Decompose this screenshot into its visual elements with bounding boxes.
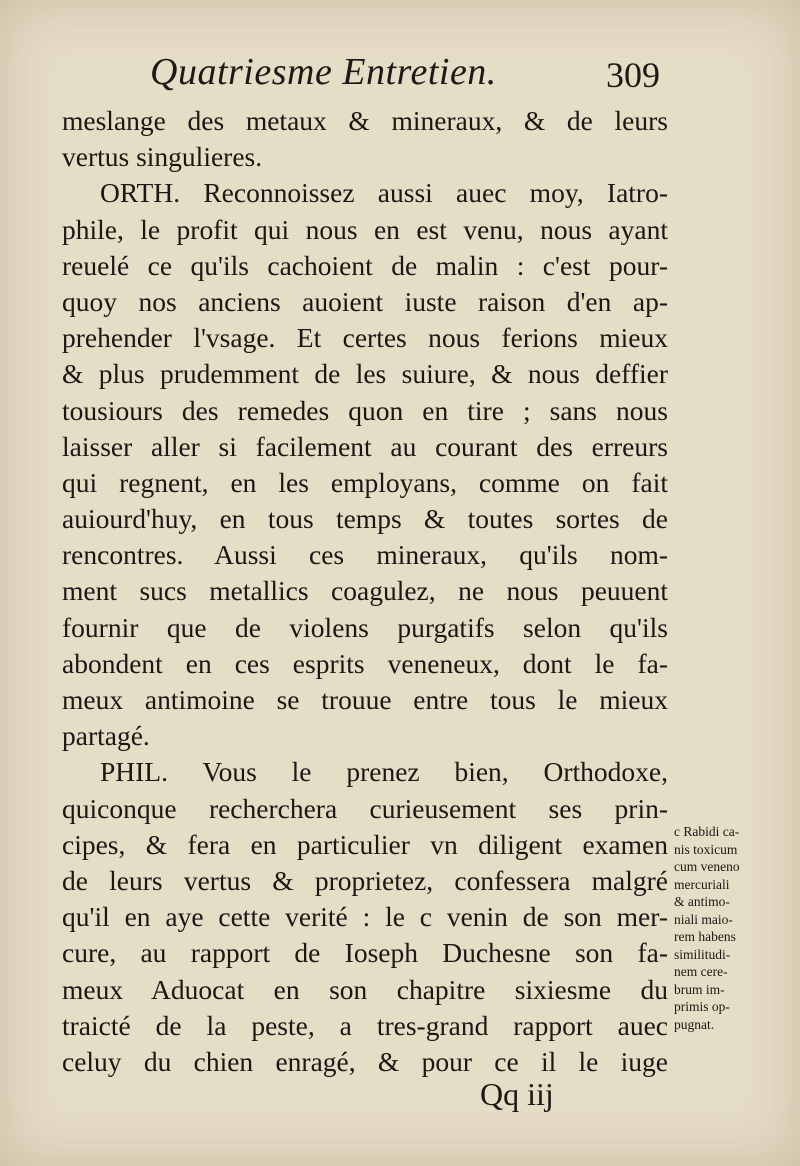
margin-note (674, 823, 790, 1033)
text-line: vertus singulieres. (62, 141, 263, 173)
running-title: Quatriesme Entretien. (150, 51, 497, 93)
margin-note-line: nem cere- (674, 964, 728, 979)
margin-note-line: similitudi- (674, 946, 731, 962)
margin-note-line: pugnat. (674, 1016, 715, 1032)
text-line: reuelé ce qu'ils cachoient de malin : c'est pour- (62, 249, 668, 281)
margin-note-line: cum veneno (674, 859, 740, 874)
text-line: de leurs vertus & proprietez, confessera malgré (62, 864, 668, 896)
text-line: & plus prudemment de les suiure, & nous deffier (62, 358, 668, 390)
text-line: PHIL. Vous le prenez bien, Orthodoxe, (100, 756, 668, 788)
text-line: laisser aller si facilement au courant des erreurs (62, 430, 668, 462)
text-line: fournir que de violens purgatifs selon qu'ils (62, 611, 668, 643)
text-line: celuy du chien enragé, & pour ce il le iuge (62, 1045, 668, 1077)
margin-note-line: & antimo- (674, 894, 730, 909)
margin-note-line: primis op- (674, 999, 730, 1014)
text-line: ORTH. Reconnoissez aussi auec moy, Iatro- (100, 177, 668, 209)
text-line: abondent en ces esprits veneneux, dont le fa- (62, 647, 668, 679)
text-line: ment sucs metallics coagulez, ne nous peuuent (62, 575, 668, 607)
text-line: traicté de la peste, a tres-grand rapport auec (62, 1009, 668, 1041)
text-line: auiourd'huy, en tous temps & toutes sortes de (62, 503, 668, 535)
text-line: cure, au rapport de Ioseph Duchesne son fa- (62, 937, 668, 969)
margin-note-line: rem habens (674, 929, 736, 944)
signature-mark: Qq iij (480, 1076, 554, 1112)
text-line: phile, le profit qui nous en est venu, nous ayant (62, 213, 668, 245)
body-text (62, 103, 668, 1080)
margin-note-line: brum im- (674, 981, 725, 997)
text-line: cipes, & fera en particulier vn diligent examen (62, 828, 668, 860)
margin-note-line: nis toxicum (674, 841, 738, 857)
text-line: tousiours des remedes quon en tire ; sans nous (62, 394, 668, 426)
text-line: rencontres. Aussi ces mineraux, qu'ils nom- (62, 539, 668, 571)
margin-note-line: mercuriali (674, 876, 730, 892)
text-line: quiconque recherchera curieusement ses prin- (62, 792, 668, 824)
margin-note-line: c Rabidi ca- (674, 824, 740, 839)
page-number: 309 (606, 55, 660, 95)
text-line: meux antimoine se trouue entre tous le mieux (62, 684, 668, 715)
text-line: meux Aduocat en son chapitre sixiesme du (62, 973, 668, 1005)
text-line: meslange des metaux & mineraux, & de leurs (62, 105, 668, 136)
margin-note-line: niali maio- (674, 911, 733, 927)
page-header (150, 50, 660, 106)
text-line: partagé. (62, 720, 150, 752)
text-line: qu'il en aye cette verité : le c venin de son mer- (62, 901, 668, 933)
text-line: prehender l'vsage. Et certes nous ferions mieux (62, 322, 668, 354)
text-line: quoy nos anciens auoient iuste raison d'en ap- (62, 285, 668, 317)
text-line: qui regnent, en les employans, comme on fait (62, 466, 668, 498)
